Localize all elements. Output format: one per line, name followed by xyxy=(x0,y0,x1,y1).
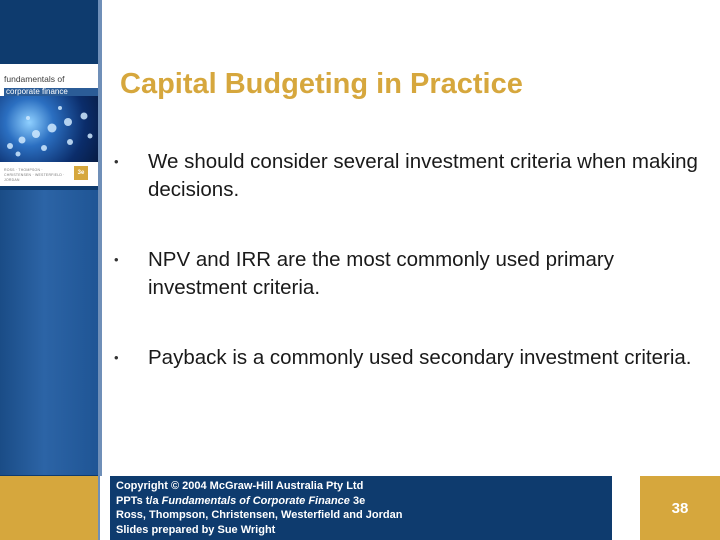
footer-copyright: Copyright © 2004 McGraw-Hill Australia Pty Ltd xyxy=(116,480,364,492)
sidebar-gradient-panel xyxy=(0,190,98,475)
footer-authors: Ross, Thompson, Christensen, Westerfield and Jordan xyxy=(116,509,403,521)
book-cover-title-line1: fundamentals of xyxy=(4,74,65,84)
book-cover-band xyxy=(4,88,98,96)
footer-ppts-prefix: PPTs t/a xyxy=(116,494,162,507)
footer-credits xyxy=(116,479,402,537)
footer-spacer-right xyxy=(612,476,640,540)
bullet-text: NPV and IRR are the most commonly used primary investment criteria. xyxy=(148,248,614,299)
footer-book-title: Fundamentals of Corporate Finance xyxy=(161,494,350,507)
book-cover-authors: ROSS · THOMPSON · CHRISTENSEN · WESTERFIELD · JORDAN xyxy=(4,168,65,182)
footer-ppts-suffix: 3e xyxy=(349,494,366,507)
footer-prepared-by: Slides prepared by Sue Wright xyxy=(116,523,276,536)
book-cover-photo xyxy=(0,96,98,162)
bullet-item xyxy=(112,148,707,204)
sidebar-divider xyxy=(98,0,102,540)
footer-spacer-left xyxy=(100,476,110,540)
bullet-marker: • xyxy=(114,252,119,267)
bullet-marker: • xyxy=(114,154,119,169)
book-cover-title-line2: corporate finance xyxy=(6,87,68,96)
bullet-item xyxy=(112,246,707,302)
book-cover-title xyxy=(4,74,64,84)
bullet-text: We should consider several investment criteria when making decisions. xyxy=(148,150,698,201)
book-cover-image xyxy=(0,64,98,186)
footer-ppts-line xyxy=(116,494,402,509)
bullet-item xyxy=(112,344,707,372)
book-cover-edition-badge: 3e xyxy=(74,166,88,180)
footer-bar xyxy=(110,476,612,540)
bullet-marker: • xyxy=(114,350,119,365)
page-number-box xyxy=(640,476,720,540)
sidebar-gold-block xyxy=(0,476,98,540)
bullet-text: Payback is a commonly used secondary investment criteria. xyxy=(148,346,692,369)
slide-title: Capital Budgeting in Practice xyxy=(120,68,523,100)
page-number: 38 xyxy=(671,499,689,517)
bullet-list xyxy=(112,148,707,414)
